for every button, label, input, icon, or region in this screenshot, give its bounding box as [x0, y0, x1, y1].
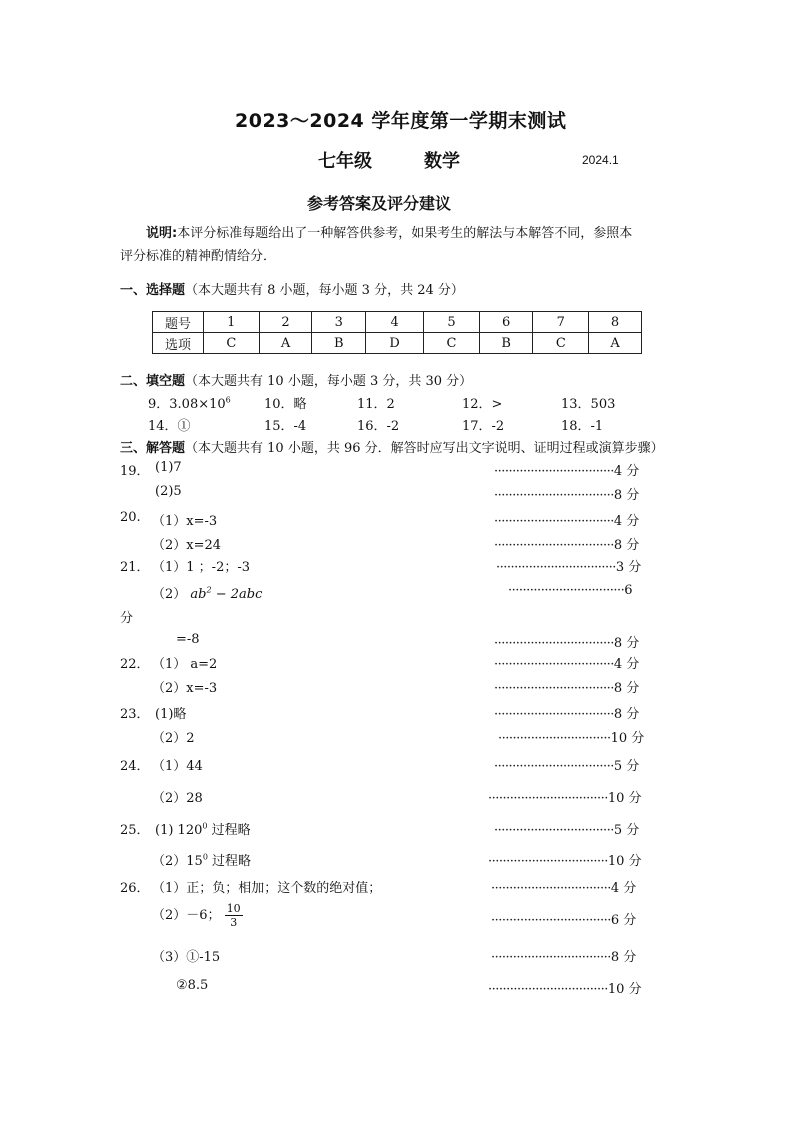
question-number: 23． — [120, 707, 150, 722]
angle-value: (1) 120 — [155, 823, 203, 838]
question-number: 20. — [120, 510, 141, 525]
answer-text: （1） a=2 — [152, 657, 218, 672]
score-line: ································6 — [508, 583, 633, 598]
score-value: 6 分 — [610, 913, 637, 928]
answer-part-label: （2） — [152, 587, 187, 602]
score-value: 10 分 — [607, 982, 642, 997]
subject-label: 数学 — [424, 151, 460, 172]
fill-answer-12: 12．> — [462, 397, 503, 412]
table-row — [153, 333, 642, 354]
angle-value: （2）15 — [152, 854, 203, 869]
question-number: 21． — [120, 560, 150, 575]
score-line: ·································8 分 — [494, 681, 640, 696]
section2-heading: 二、填空题 — [120, 374, 186, 389]
answer-text: (1)略 — [155, 707, 187, 722]
score-line: ·································4 分 — [494, 657, 640, 672]
score-unit-wrapped: 分 — [120, 611, 134, 626]
note-line-1 — [146, 222, 632, 241]
score-line: ·································10 分 — [488, 982, 642, 997]
answer-text — [155, 819, 251, 838]
note-text-1: 本评分标准每题给出了一种解答供参考，如果考生的解法与本解答不同，参照本 — [177, 226, 633, 241]
answer-part: （2）－6； — [152, 908, 221, 923]
score-value: 8 分 — [613, 488, 640, 503]
score-value: 8 分 — [613, 707, 640, 722]
score-value: 5 分 — [613, 759, 640, 774]
fill-answer-10: 10．略 — [264, 397, 307, 412]
score-value: 3 分 — [615, 560, 642, 575]
question-number: 26． — [120, 881, 150, 896]
fill-answer-14: 14．① — [148, 419, 191, 434]
table-cell: 题号 — [153, 312, 204, 333]
table-cell: C — [533, 333, 589, 354]
fill-answer-17: 17．-2 — [462, 419, 505, 434]
answer-text — [152, 850, 251, 869]
exam-date: 2024.1 — [582, 153, 619, 167]
table-cell: 选项 — [153, 333, 204, 354]
score-value: 4 分 — [613, 464, 640, 479]
score-value: 4 分 — [613, 657, 640, 672]
section1-heading-line — [120, 279, 464, 298]
fill-answer-11: 11．2 — [357, 397, 395, 412]
score-line: ·································3 分 — [496, 560, 642, 575]
score-line: ·································4 分 — [491, 881, 637, 896]
degree-mark: 0 — [202, 852, 208, 862]
score-value: 10 分 — [607, 854, 642, 869]
answer-text: （2）x=24 — [152, 538, 222, 553]
fraction-numerator: 10 — [226, 902, 241, 915]
section1-heading: 一、选择题 — [120, 283, 186, 298]
table-cell: 6 — [479, 312, 533, 333]
answer-text: （2）28 — [152, 791, 203, 806]
score-line: ·································8 分 — [494, 707, 640, 722]
answer-text: (2)5 — [155, 484, 182, 499]
table-cell: C — [204, 333, 260, 354]
score-line: ·································8 分 — [491, 950, 637, 965]
fill-answer-13: 13．503 — [561, 397, 616, 412]
degree-mark: 0 — [202, 821, 208, 831]
score-line: ·································5 分 — [494, 823, 640, 838]
score-value: 8 分 — [613, 538, 640, 553]
table-cell: A — [589, 333, 642, 354]
fraction — [225, 902, 243, 929]
answer-note: 过程略 — [207, 854, 252, 869]
section3-heading: 三、解答题 — [120, 441, 186, 456]
fill-answer-15: 15．-4 — [264, 419, 307, 434]
fill-answer-9 — [148, 393, 231, 412]
score-line: ·································10 分 — [488, 791, 642, 806]
answer-expression — [190, 587, 262, 602]
table-cell: B — [312, 333, 366, 354]
score-value: 8 分 — [613, 636, 640, 651]
score-value: 8 分 — [610, 950, 637, 965]
score-value: 6 — [624, 583, 633, 598]
table-row — [153, 312, 642, 333]
score-line: ·································4 分 — [494, 514, 640, 529]
section2-desc: （本大题共有 10 小题，每小题 3 分，共 30 分） — [185, 374, 473, 389]
fill-answer-9-exp: 6 — [225, 395, 231, 405]
score-value: 4 分 — [610, 881, 637, 896]
fill-answer-9-base: 9．3.08×10 — [148, 397, 226, 412]
score-value: 5 分 — [613, 823, 640, 838]
score-value: 10 分 — [610, 731, 645, 746]
score-line: ·······························10 分 — [498, 731, 645, 746]
answer-text: (1)7 — [155, 460, 182, 475]
answer-text: （2）x=-3 — [152, 681, 218, 696]
score-line: ·································8 分 — [494, 488, 640, 503]
score-line: ·································5 分 — [494, 759, 640, 774]
fill-answer-18: 18．-1 — [561, 419, 604, 434]
answer-text: （1）x=-3 — [152, 514, 218, 529]
fraction-denominator: 3 — [230, 916, 238, 929]
answer-text: ②8.5 — [176, 978, 209, 993]
fill-answer-16: 16．-2 — [357, 419, 400, 434]
table-cell: 5 — [424, 312, 480, 333]
answer-text: （2）2 — [152, 731, 195, 746]
score-value: 10 分 — [607, 791, 642, 806]
table-cell: A — [259, 333, 312, 354]
table-cell: 3 — [312, 312, 366, 333]
table-cell: 8 — [589, 312, 642, 333]
table-cell: C — [424, 333, 480, 354]
question-number: 19． — [120, 464, 150, 479]
answer-note: 过程略 — [207, 823, 251, 838]
grade-label: 七年级 — [318, 151, 372, 172]
score-line: ·································8 分 — [494, 636, 640, 651]
score-value: 4 分 — [613, 514, 640, 529]
table-cell: 1 — [204, 312, 260, 333]
answer-text — [152, 902, 243, 929]
document-title: 2023～2024 学年度第一学期末测试 — [235, 110, 567, 132]
section3-heading-line — [120, 437, 664, 456]
score-line: ·································6 分 — [491, 913, 637, 928]
answer-text — [152, 583, 262, 602]
note-line-2: 评分标准的精神酌情给分． — [120, 249, 277, 264]
question-number: 22． — [120, 657, 150, 672]
table-cell: 7 — [533, 312, 589, 333]
section3-desc: （本大题共有 10 小题，共 96 分．解答时应写出文字说明、证明过程或演算步骤） — [185, 441, 664, 456]
note-label: 说明: — [146, 226, 178, 241]
table-cell: B — [479, 333, 533, 354]
question-number: 24． — [120, 759, 150, 774]
table-cell: 2 — [259, 312, 312, 333]
score-line: ·································10 分 — [488, 854, 642, 869]
choice-answer-table — [152, 311, 642, 354]
answer-text: （1）44 — [152, 759, 203, 774]
expr-base: ab — [190, 587, 207, 602]
score-line: ·································8 分 — [494, 538, 640, 553]
table-cell: 4 — [366, 312, 424, 333]
answer-text: （3）①-15 — [152, 950, 221, 965]
answer-key-subtitle: 参考答案及评分建议 — [307, 194, 452, 213]
expr-rest: − 2abc — [211, 587, 263, 602]
answer-text: （1）正；负；相加；这个数的绝对值； — [152, 881, 382, 896]
answer-text: （1）1 ；-2；-3 — [152, 560, 251, 575]
score-value: 8 分 — [613, 681, 640, 696]
section2-heading-line — [120, 370, 472, 389]
answer-text: =-8 — [176, 632, 200, 647]
expr-exp: 2 — [206, 585, 212, 595]
score-line: ·································4 分 — [494, 464, 640, 479]
table-cell: D — [366, 333, 424, 354]
section1-desc: （本大题共有 8 小题，每小题 3 分，共 24 分） — [185, 283, 464, 298]
question-number: 25． — [120, 823, 150, 838]
